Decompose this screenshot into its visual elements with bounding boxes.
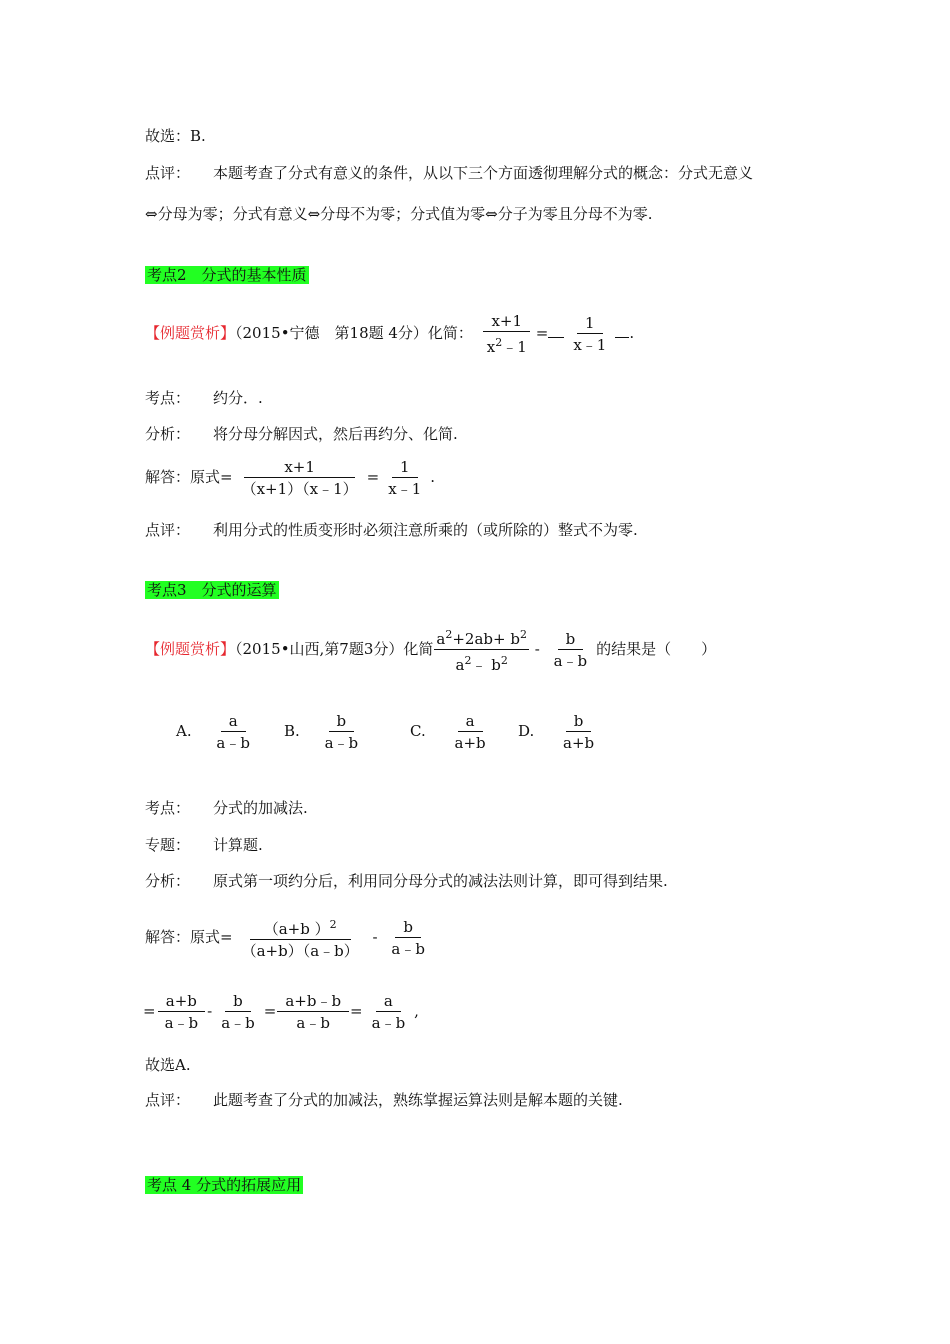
example-question-2: 【例题赏析】（2015•宁德 第18题 4分）化简： $\frac{x+1}{x^2﹣1}$ = $\frac{1}{x﹣1}$ . [145, 312, 635, 356]
option-d[interactable]: D. $\frac{b}{a+b}$ [518, 712, 595, 752]
question-fraction-2: $\frac{b}{a﹣b}$ [553, 630, 588, 670]
example-question-3: 【例题赏析】（2015•山西,第7题3分）化简 $\frac{a^2+2ab+ b^2}{a^2﹣ b^2}$ - $\frac{b}{a﹣b}$ 的结果是（ ） [145, 628, 717, 674]
option-a[interactable]: A. $\frac{a}{a﹣b}$ [176, 712, 250, 752]
section-heading-2: 考点2 分式的基本性质 [147, 266, 307, 284]
result-fraction-3: $\frac{a+b﹣b}{a﹣b}$ [277, 992, 349, 1032]
comment-line-2: ⇔分母为零；分式有意义⇔分母不为零；分式值为零⇔分子为零且分母不为零. [145, 205, 653, 223]
solution-fraction-1: $\frac{x+1}{(x+1)(x﹣1)}$ [241, 458, 358, 498]
result-fraction-2: $\frac{b}{a﹣b}$ [221, 992, 255, 1032]
example-tag: 【例题赏析】 [145, 640, 236, 658]
answer-fraction: $\frac{1}{x﹣1}$ [573, 314, 607, 354]
question-fraction: $\frac{x+1}{x^2﹣1}$ [479, 312, 535, 356]
result-fraction-4: $\frac{a}{a﹣b}$ [371, 992, 406, 1032]
dianping-line-2: 点评： 利用分式的性质变形时必须注意所乘的（或所除的）整式不为零. [145, 521, 638, 539]
jieda-line-3: 解答：原式= $\frac{(a+b )^2}{(a+b)(a﹣b)}$ - $\frac{b}{a﹣b}$ [145, 916, 434, 966]
zhuanti-line-3: 专题： 计算题. [145, 836, 263, 854]
kaodian-line-3: 考点： 分式的加减法. [145, 799, 308, 817]
result-fraction-1: $\frac{a+b}{a﹣b}$ [157, 992, 207, 1032]
fenxi-line-2: 分析： 将分母分解因式，然后再约分、化简. [145, 425, 458, 443]
fenxi-line-3: 分析： 原式第一项约分后，利用同分母分式的减法法则计算，即可得到结果. [145, 872, 668, 890]
option-c[interactable]: C. $\frac{a}{a+b}$ [410, 712, 486, 752]
section-heading-3: 考点3 分式的运算 [147, 581, 277, 599]
kaodian-line-2: 考点： 约分．. [145, 389, 263, 407]
solution-fraction-2: $\frac{b}{a﹣b}$ [391, 918, 425, 958]
answer-line-top: 故选：B. [145, 127, 206, 145]
answer-line-3: 故选A. [145, 1056, 191, 1074]
result-chain-line: = $\frac{a+b}{a﹣b}$ - $\frac{b}{a﹣b}$ = $\frac{a+b﹣b}{a﹣b}$ = $\frac{a}{a﹣b}$ , [143, 992, 419, 1032]
comment-line-1: 点评： 本题考查了分式有意义的条件，从以下三个方面透彻理解分式的概念：分式无意义 [145, 164, 754, 182]
question-fraction-1: $\frac{a^2+2ab+ b^2}{a^2﹣ b^2}$ [436, 628, 527, 674]
option-b[interactable]: B. $\frac{b}{a﹣b}$ [284, 712, 359, 752]
example-tag: 【例题赏析】 [145, 324, 236, 342]
section-heading-4: 考点 4 分式的拓展应用 [147, 1176, 302, 1194]
jieda-line-2: 解答：原式= $\frac{x+1}{(x+1)(x﹣1)}$ = $\frac{1}{x﹣1}$ . [145, 458, 436, 498]
solution-fraction-2: $\frac{1}{x﹣1}$ [388, 458, 422, 498]
dianping-line-3: 点评： 此题考查了分式的加减法，熟练掌握运算法则是解本题的关键. [145, 1091, 623, 1109]
solution-fraction-1: $\frac{(a+b )^2}{(a+b)(a﹣b)}$ [241, 918, 359, 960]
comment-label: 点评： [145, 164, 191, 182]
